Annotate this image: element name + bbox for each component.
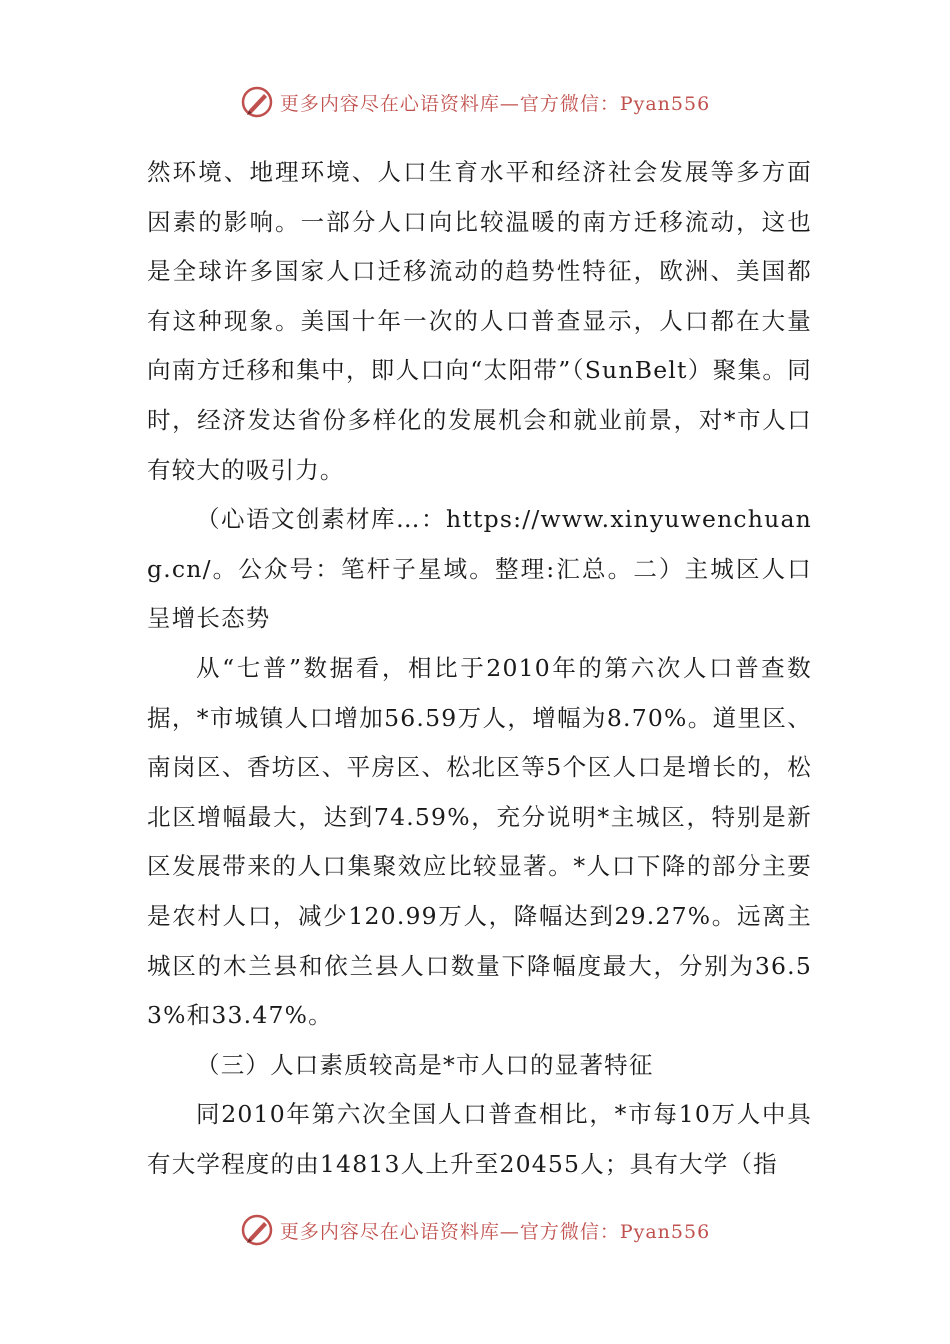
- footer-banner: [0, 1210, 950, 1250]
- header-banner-text: 更多内容尽在心语资料库—官方微信：Pyan556: [279, 92, 711, 115]
- header-banner: [0, 82, 950, 122]
- footer-banner-text: 更多内容尽在心语资料库—官方微信：Pyan556: [279, 1220, 711, 1243]
- document-body: [147, 148, 812, 1189]
- paragraph-source-note: （心语文创素材库…：https://www.xinyuwenchuang.cn/。公众号：笔杆子星域。整理:汇总。二）主城区人口呈增长态势: [147, 505, 812, 633]
- paragraph-migration: 然环境、地理环境、人口生育水平和经济社会发展等多方面因素的影响。一部分人口向比较温暖的南方迁移流动，这也是全球许多国家人口迁移流动的趋势性特征，欧洲、美国都有这种现象。美国十年一次的人口普查显示，人口都在大量向南方迁移和集中，即人口向“太阳带”（SunBelt）聚集。同时，经济发达省份多样化的发展机会和就业前景，对*市人口有较大的吸引力。: [147, 158, 812, 484]
- pen-logo-icon: [240, 1213, 274, 1247]
- section-heading-population-quality: （三）人口素质较高是*市人口的显著特征: [196, 1050, 654, 1079]
- paragraph-urban-growth: 从“七普”数据看，相比于2010年的第六次人口普查数据，*市城镇人口增加56.59万人，增幅为8.70%。道里区、南岗区、香坊区、平房区、松北区等5个区人口是增长的，松北区增幅最大，达到74.59%，充分说明*主城区，特别是新区发展带来的人口集聚效应比较显著。*人口下降的部分主要是农村人口，减少120.99万人，降幅达到29.27%。远离主城区的木兰县和依兰县人口数量下降幅度最大，分别为36.53%和33.47%。: [147, 653, 812, 1030]
- paragraph-education: 同2010年第六次全国人口普查相比，*市每10万人中具有大学程度的由14813人上升至20455人；具有大学（指: [147, 1100, 812, 1178]
- pen-logo-icon: [240, 85, 274, 119]
